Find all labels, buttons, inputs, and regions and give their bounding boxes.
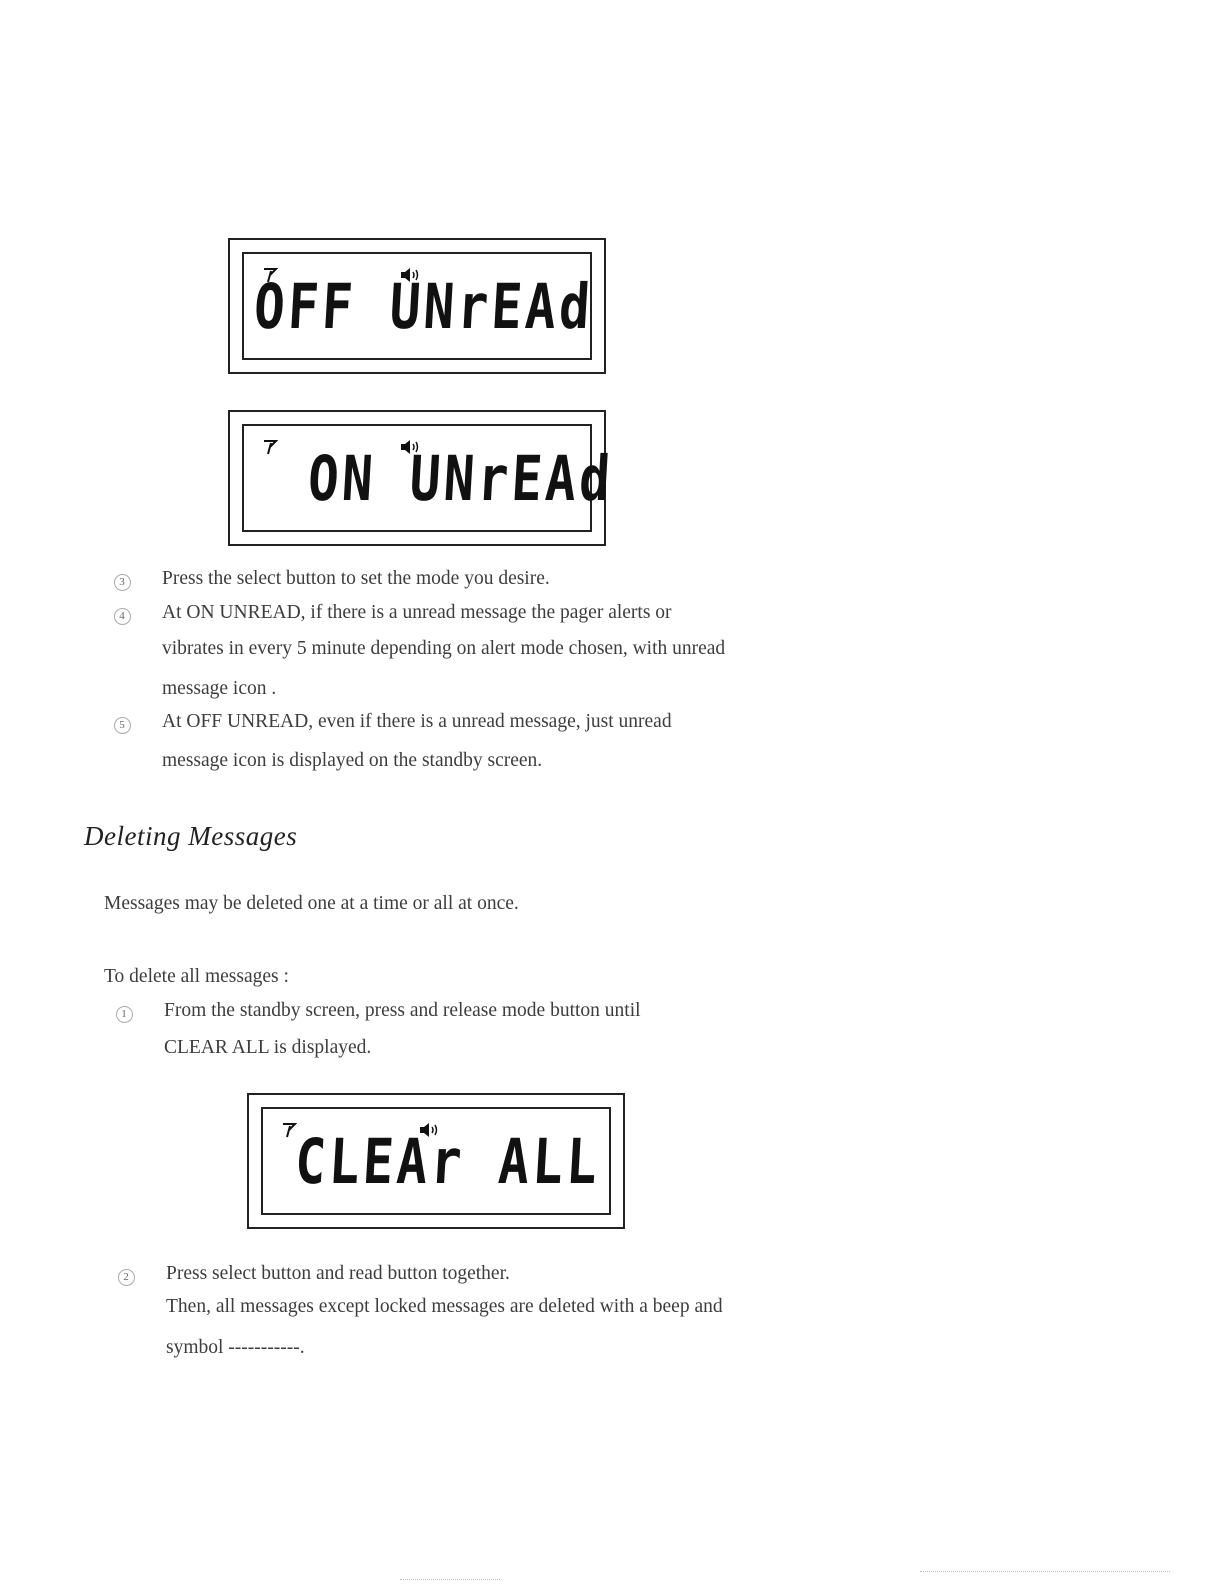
- lcd-display-on-unread: [228, 410, 616, 546]
- step-3-line-1: Press the select button to set the mode you desire.: [162, 568, 550, 589]
- step-2-line-3: symbol -----------.: [166, 1337, 305, 1358]
- lcd-text: OFF UNrEAd: [252, 270, 596, 343]
- step-4-line-3: message icon .: [162, 678, 277, 699]
- lcd-display-clear-all: [247, 1093, 625, 1229]
- scan-speck: [400, 1579, 500, 1581]
- step-2-line-2: Then, all messages except locked messages are deleted with a beep and: [166, 1296, 723, 1317]
- step-number-1: 1: [114, 1000, 134, 1022]
- step-number-5: 5: [112, 711, 132, 733]
- step-number-4: 4: [112, 602, 132, 624]
- antenna-icon: [262, 439, 278, 455]
- step-5-line-1: At OFF UNREAD, even if there is a unread message, just unread: [162, 711, 672, 732]
- section-title: Deleting Messages: [84, 821, 298, 851]
- step-4-line-2: vibrates in every 5 minute depending on alert mode chosen, with unread: [162, 638, 726, 659]
- antenna-icon: [281, 1122, 297, 1138]
- step-1-line-2: CLEAR ALL is displayed.: [164, 1037, 372, 1058]
- step-5-line-2: message icon is displayed on the standby screen.: [162, 750, 543, 771]
- scan-speck: [920, 1571, 1170, 1573]
- lcd-text: ON UNrEAd: [306, 442, 616, 515]
- step-2-line-1: Press select button and read button together.: [166, 1263, 510, 1284]
- step-1-line-1: From the standby screen, press and release mode button until: [164, 1000, 641, 1021]
- lcd-text: CLEAr ALL: [293, 1125, 603, 1198]
- intro-text: Messages may be deleted one at a time or all at once.: [104, 893, 519, 914]
- step-4-line-1: At ON UNREAD, if there is a unread message the pager alerts or: [162, 602, 672, 623]
- step-number-3: 3: [112, 568, 132, 590]
- step-number-2: 2: [116, 1263, 136, 1285]
- lcd-display-off-unread: [228, 238, 606, 374]
- subheading: To delete all messages :: [104, 966, 289, 987]
